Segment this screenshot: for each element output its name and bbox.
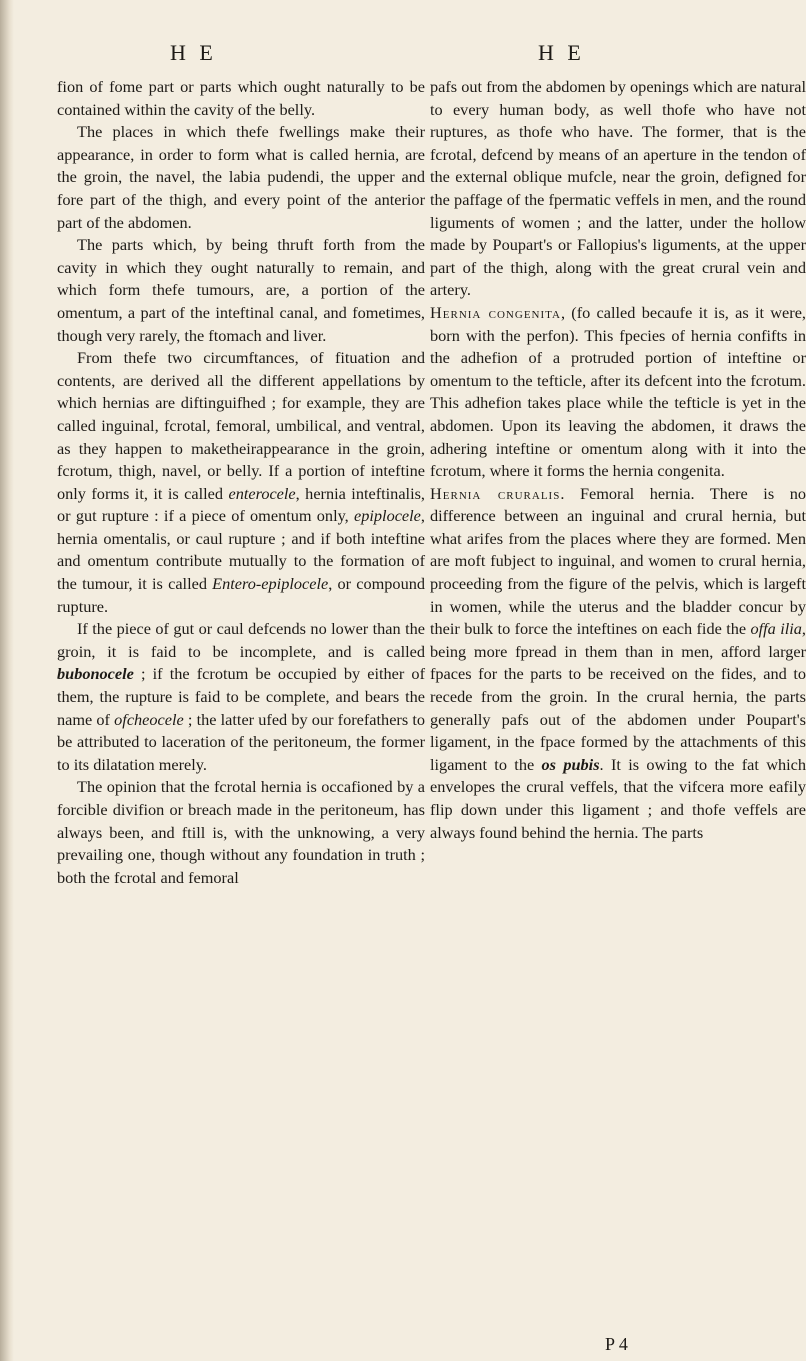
italic-term: Entero-epiplocele: [212, 574, 329, 594]
paragraph: [57, 347, 425, 618]
italic-term: os pubis: [541, 754, 600, 774]
paragraph-text: pafs out from the abdomen by openings which are natural to every human body, as well thofe who have not ruptures, as thofe who have. The former, that is the fcrotal, defcend by means of an aperture in the tendon of the external oblique mufcle, near the groin, defigned for the paffage of the fpermatic veffels in men, and the round liguments of women ; and the latter, under the hollow made by Poupart's or Fallopius's liguments, at the upper part of the thigh, along with the great crural vein and artery.: [430, 77, 806, 300]
italic-term: enterocele: [228, 483, 296, 503]
running-head-right: H E: [538, 40, 585, 65]
paragraph-text: From thefe two circumftances, of fituation and contents, are derived all the different appellations by which hernias are diftinguifhed ; for example, they are called inguinal, fcrotal, femoral, umbilical, and ventral, as they happen to maketheirappearance in the groin, fcrotum, thigh, navel, or belly. If a portion of inteftine only forms it, it is called: [57, 348, 425, 503]
paragraph-text: , or compound rupture.: [57, 574, 425, 616]
paragraph: [57, 234, 425, 347]
paragraph: [57, 776, 425, 889]
paragraph-text: The opinion that the fcrotal hernia is occafioned by a forcible divifion or breach made in the peritoneum, has always been, and ftill is, with the unknowing, a very prevailing one, though without any foundation in truth ; both the fcrotal and femoral: [57, 777, 425, 887]
page-binding-edge: [0, 0, 14, 1361]
section-heading: Hernia cruralis: [430, 483, 561, 503]
paragraph-text: , hernia omentalis, or caul rupture ; and if both inteftine and omentum contribute mutually to the formation of the tumour, it is called: [57, 506, 425, 594]
paragraph-text: ; the latter ufed by our forefathers to be attributed to laceration of the peritoneum, the former to its dilatation merely.: [57, 709, 425, 774]
paragraph-text: . It is owing to the fat which envelopes the crural veffels, that the vifcera more eafily flip down under this ligament ; and thofe veffels are always found behind the hernia. The parts: [430, 754, 806, 842]
italic-term: offa ilia: [750, 619, 802, 639]
paragraph-text: ; if the fcrotum be occupied by either of them, the rupture is faid to be complete, and bears the name of: [57, 664, 425, 729]
paragraph: [57, 121, 425, 234]
signature-mark: P 4: [605, 1334, 628, 1354]
right-text-column: [430, 76, 806, 844]
paragraph: [430, 483, 806, 845]
paragraph-text: If the piece of gut or caul defcends no lower than the groin, it is faid to be incomplete, and is called: [57, 619, 425, 661]
paragraph: [430, 302, 806, 483]
paragraph-text: The places in which thefe fwellings make their appearance, in order to form what is called hernia, are the groin, the navel, the labia pudendi, the upper and fore part of the thigh, and every point of the anterior part of the abdomen.: [57, 122, 425, 232]
running-head-left: H E: [170, 40, 217, 65]
section-heading: Hernia congenita: [430, 302, 561, 322]
paragraph-text: , being more fpread in them than in men, afford larger fpaces for the parts to be received on the fides, and to recede from the groin. In the crural hernia, the parts generally pafs out of the abdomen under Poupart's ligament, in the fpace formed by the attachments of this ligament to the: [430, 619, 806, 774]
paragraph: [430, 76, 806, 302]
paragraph-text: , hernia inteftinalis, or gut rupture : if a piece of omentum only,: [57, 483, 426, 526]
paragraph: [57, 76, 425, 121]
paragraph-text: fion of fome part or parts which ought naturally to be contained within the cavity of the belly.: [57, 77, 425, 119]
italic-term: bubonocele: [57, 664, 134, 684]
paragraph-text: The parts which, by being thruft forth from the cavity in which they ought naturally to remain, and which form thefe tumours, are, a portion of the omentum, a part of the inteftinal canal, and fometimes, though very rarely, the ftomach and liver.: [57, 235, 425, 345]
italic-term: epiplocele: [354, 506, 421, 526]
paragraph-text: , (fo called becaufe it is, as it were, born with the perfon). This fpecies of hernia confifts in the adhefion of a protruded portion of inteftine or omentum to the tefticle, after its defcent into the fcrotum. This adhefion takes place while the tefticle is yet in the abdomen. Upon its leaving the abdomen, it draws the adhering inteftine or omentum along with it into the fcrotum, where it forms the hernia congenita.: [430, 302, 806, 481]
left-text-column: [57, 76, 425, 889]
italic-term: ofcheocele: [114, 709, 184, 729]
paragraph-text: . Femoral hernia. There is no difference between an inguinal and crural hernia, but what arifes from the places where they are formed. Men are moft fubject to inguinal, and women to crural hernia, proceeding from the figure of the pelvis, which is largeft in women, while the uterus and the bladder concur by their bulk to force the inteftines on each fide the: [430, 483, 806, 639]
paragraph: [57, 618, 425, 776]
